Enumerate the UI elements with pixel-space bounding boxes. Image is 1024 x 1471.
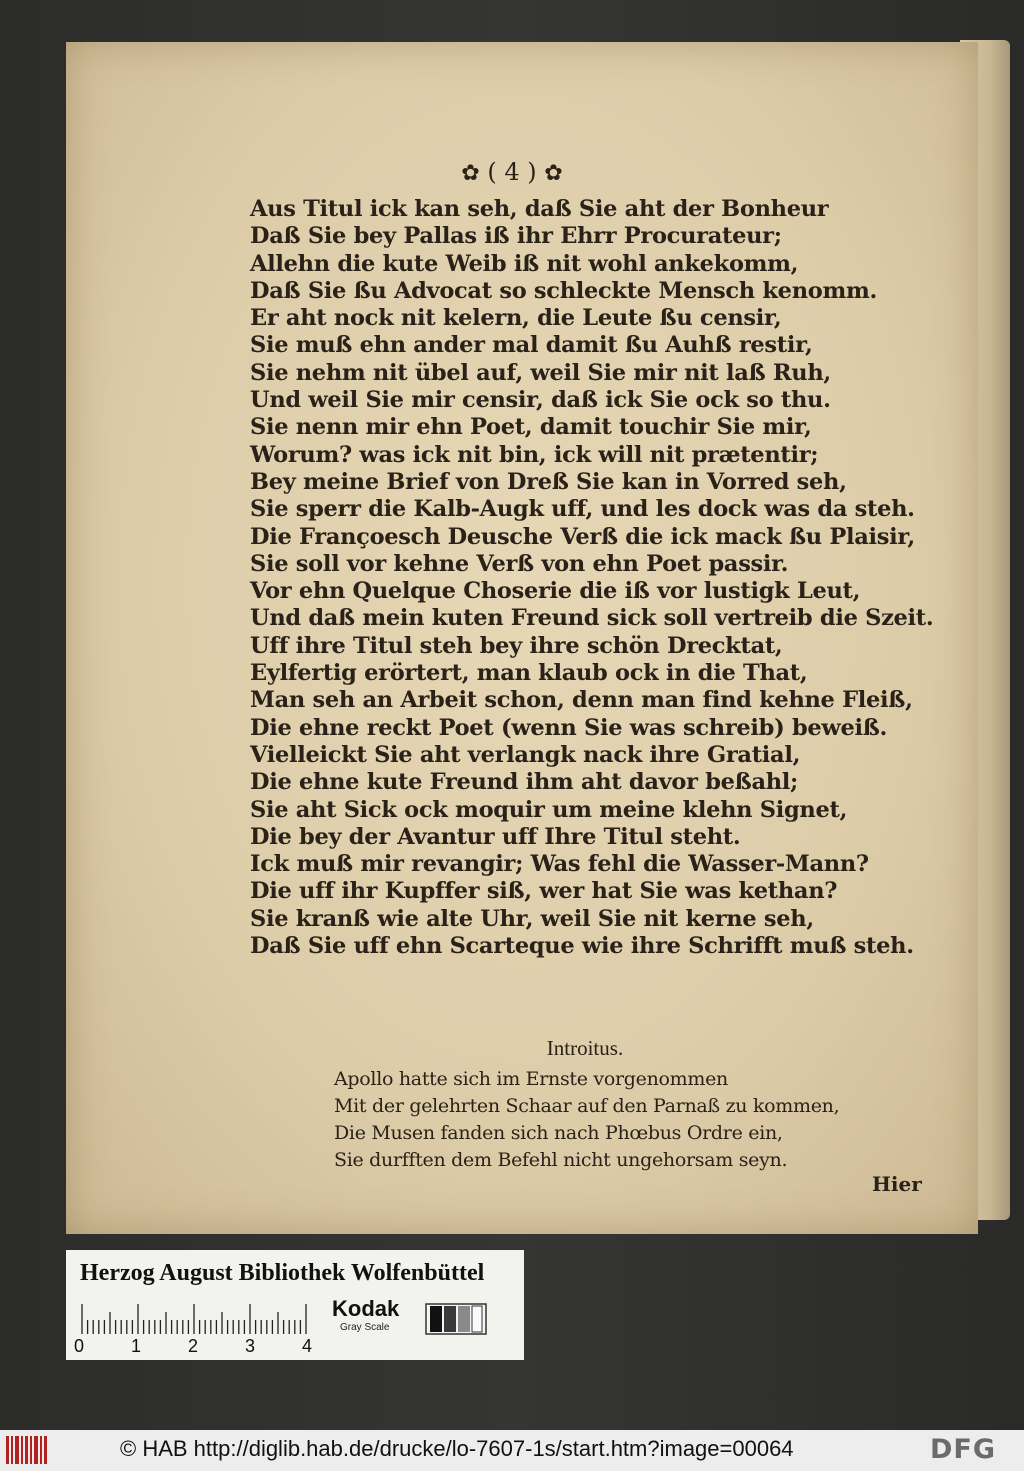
poem-line: Aus Titul ick kan seh, daß Sie aht der Bonheur xyxy=(250,196,829,222)
poem-line: Die ehne reckt Poet (wenn Sie was schreib) beweiß. xyxy=(250,714,888,741)
poem-line: Er aht nock nit kelern, die Leute ßu censir, xyxy=(250,305,782,332)
poem-line: Allehn die kute Weib iß nit wohl ankekomm, xyxy=(250,250,799,277)
footer-bar xyxy=(0,1430,1024,1471)
footer-link[interactable]: © HAB http://diglib.hab.de/drucke/lo-7607-1s/start.htm?image=00064 xyxy=(120,1436,794,1461)
poem-line: Daß Sie ßu Advocat so schleckte Mensch kenomm. xyxy=(250,277,878,304)
poem-text xyxy=(250,196,934,960)
introitus-title: Introitus. xyxy=(546,1036,624,1060)
kodak-logo: Kodak xyxy=(332,1296,400,1321)
poem-line: Die uff ihr Kupffer siß, wer hat Sie was kethan? xyxy=(250,878,838,905)
verse-line: Apollo hatte sich im Ernste vorgenommen xyxy=(334,1068,728,1090)
ruler-number: 1 xyxy=(131,1336,142,1356)
ruler-numbers xyxy=(66,1336,366,1356)
gray-scale-label: Gray Scale xyxy=(340,1322,390,1333)
catchword: Hier xyxy=(872,1172,922,1196)
ruler-number: 3 xyxy=(245,1336,256,1356)
ruler-number: 0 xyxy=(74,1336,85,1356)
poem-line: Sie sperr die Kalb-Augk uff, und les dock was da steh. xyxy=(250,496,915,523)
poem-line: Sie muß ehn ander mal damit ßu Auhß restir, xyxy=(250,332,813,359)
ornament-left-icon: ✿ xyxy=(461,161,480,186)
poem-line: Die bey der Avantur uff Ihre Titul steht. xyxy=(250,823,741,850)
poem-line: Sie nehm nit übel auf, weil Sie mir nit laß Ruh, xyxy=(250,359,831,386)
library-name: Herzog August Bibliothek Wolfenbüttel xyxy=(80,1260,485,1286)
verse-line: Sie durfften dem Befehl nicht ungehorsam seyn. xyxy=(334,1149,788,1171)
ruler-scale xyxy=(78,1300,314,1334)
hab-logo-icon xyxy=(6,1436,50,1464)
poem-line: Daß Sie uff ehn Scarteque wie ihre Schrifft muß steh. xyxy=(250,933,914,960)
verse-line: Mit der gelehrten Schaar auf den Parnaß zu kommen, xyxy=(334,1095,840,1117)
poem-line: Sie nenn mir ehn Poet, damit touchir Sie mir, xyxy=(250,414,812,441)
page-header xyxy=(0,158,1024,186)
poem-line: Die ehne kute Freund ihm aht davor beßahl; xyxy=(250,769,799,796)
ornament-right-icon: ✿ xyxy=(544,161,563,186)
poem-line: Daß Sie bey Pallas iß ihr Ehrr Procurateur; xyxy=(250,223,782,250)
ruler-number: 4 xyxy=(302,1336,313,1356)
poem-line: Sie kranß wie alte Uhr, weil Sie nit kerne seh, xyxy=(250,905,814,932)
poem-line: Bey meine Brief von Dreß Sie kan in Vorred seh, xyxy=(250,468,847,495)
poem-line: Worum? was ick nit bin, ick will nit prætentir; xyxy=(250,441,819,468)
dfg-logo: DFG xyxy=(930,1434,997,1465)
poem-line: Und daß mein kuten Freund sick soll vertreib die Szeit. xyxy=(250,605,934,632)
library-label xyxy=(66,1250,524,1360)
gray-scale-patches xyxy=(424,1302,488,1336)
page-number: ( 4 ) xyxy=(487,158,537,186)
poem-line: Die Françoesch Deusche Verß die ick mack ßu Plaisir, xyxy=(250,523,915,550)
poem-line: Sie aht Sick ock moquir um meine klehn Signet, xyxy=(250,796,848,823)
poem-line: Uff ihre Titul steh bey ihre schön Drecktat, xyxy=(250,632,783,659)
poem-line: Ick muß mir revangir; Was fehl die Wasser-Mann? xyxy=(250,851,869,878)
poem-line: Vor ehn Quelque Choserie die iß vor lustigk Leut, xyxy=(250,578,861,605)
poem-line: Sie soll vor kehne Verß von ehn Poet passir. xyxy=(250,550,789,577)
verse-line: Die Musen fanden sich nach Phœbus Ordre ein, xyxy=(334,1122,783,1144)
poem-line: Vielleickt Sie aht verlangk nack ihre Gratial, xyxy=(250,741,801,768)
poem-line: Man seh an Arbeit schon, denn man find kehne Fleiß, xyxy=(250,687,913,714)
poem-line: Und weil Sie mir censir, daß ick Sie ock so thu. xyxy=(250,387,831,414)
poem-line: Eylfertig erörtert, man klaub ock in die That, xyxy=(250,660,808,687)
introitus-verse xyxy=(334,1066,914,1174)
ruler-number: 2 xyxy=(188,1336,199,1356)
